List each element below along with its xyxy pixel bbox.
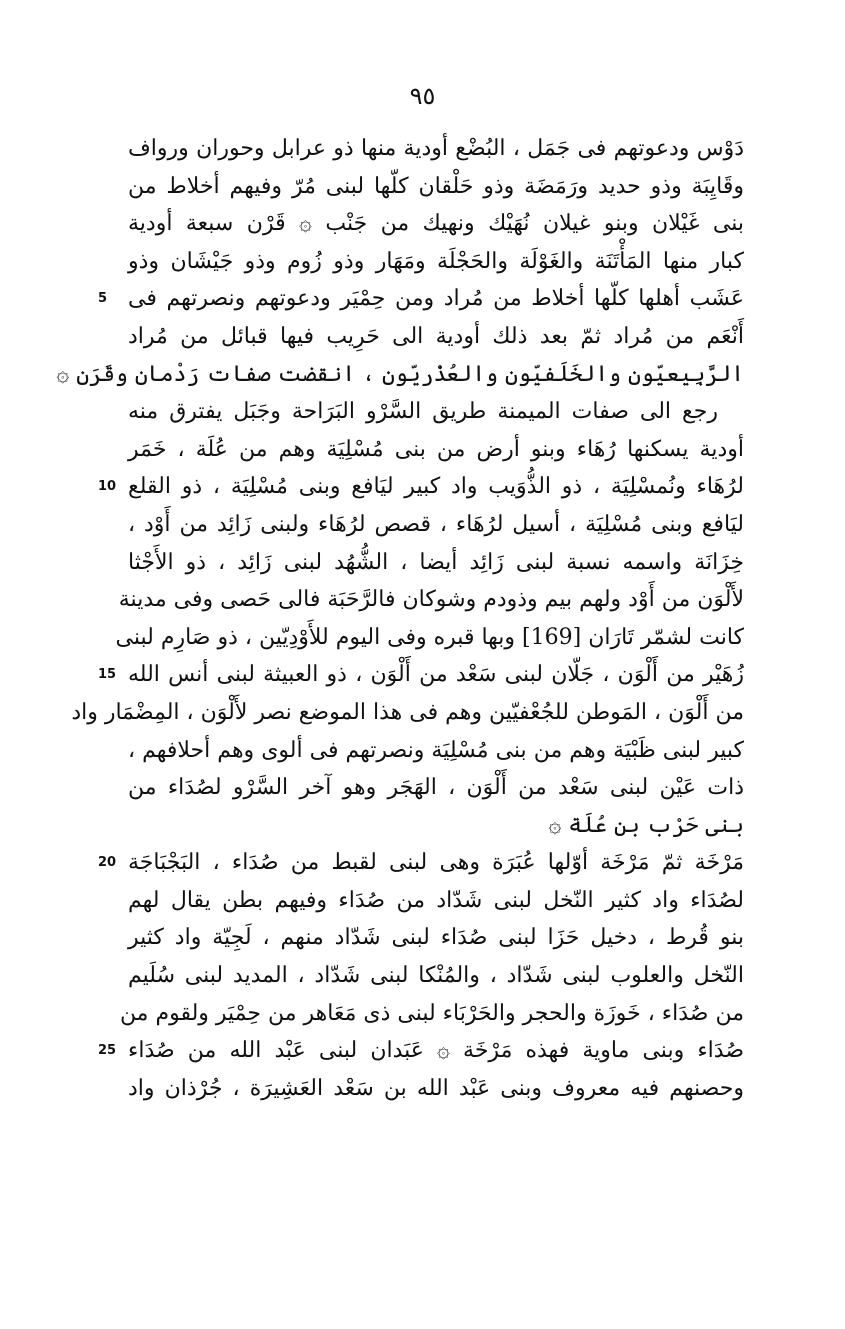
text-line (128, 318, 744, 356)
line-text: ذات عَيْن لبنى سَعْد من أَلْوَن ، الهَجَر وهو آخر السَّرْو لصُدَاء من (128, 775, 744, 801)
text-line (98, 1032, 744, 1070)
text-line (115, 619, 744, 657)
line-number: 10 (98, 479, 117, 495)
line-text: من أَلْوَن ، المَوطن للجُعْفيّين وهم فى هذا الموضع نصر لأَلْوَن ، المِضْمَار واد (71, 699, 744, 725)
line-text: الرَّبِيعيّون والخَلَفيّون والعُذْريّون ، انقضت صفات رَدْمان وقَرَن ۞ (56, 361, 744, 387)
line-text: أَنْعَم من مُراد ثمّ بعد ذلك أودية الى حَرِيب فيها قبائل من مُراد (128, 323, 744, 349)
text-line (128, 882, 744, 920)
line-text: رجع الى صفات الميمنة طريق السَّرْو البَرَاحة وجَبَل يفترق منه (128, 399, 718, 425)
text-line (98, 656, 744, 694)
line-text: بنى غَيْلان وبنو غيلان نُهَيْك ونهيك من جَنْب ۞ قَرْن سبعة أودية (128, 211, 744, 237)
text-line (128, 431, 744, 469)
text-line (119, 995, 744, 1033)
line-number: 15 (98, 667, 117, 683)
line-text: ليَافع وبنى مُسْلِيَة ، أسيل لرُهَاء ، قصص لرُهَاء ولبنى زَائِد من أَوْد ، (128, 511, 744, 537)
line-text: دَوْس ودعوتهم فى جَمَل ، البُضْع أودية منها ذو عرابل وحوران ورواف (128, 136, 744, 161)
text-line (128, 168, 744, 206)
line-text: لرُهَاء ونُمسْلِيَة ، ذو الذُّوَيب واد كبير ليَافع وبنى مُسْلِيَة ، ذو القلع (128, 474, 744, 500)
text-line (98, 280, 744, 318)
text-line (128, 1070, 744, 1108)
text-line (118, 581, 744, 619)
line-text: مَرْخَة ثمّ مَرْخَة أوّلها عُبَرَة وهى لبنى لقبط من صُدَاء ، البَجْبَاجَة (128, 850, 744, 876)
line-text: النّخل والعلوب لبنى شَدّاد ، والمُنْكا لبنى شَدّاد ، المديد لبنى سُلَيم (128, 963, 744, 989)
line-text: عَشَب أهلها كلّها أخلاط من مُراد ومن حِمْيَر ودعوتهم ونصرتهم فى (128, 286, 744, 312)
text-line (128, 544, 744, 582)
line-text: بنى حَرْب بن عُلَة ۞ (548, 812, 744, 838)
line-number: 20 (98, 855, 117, 871)
line-text: كبار منها المَأْتَنَة والغَوْلَة والحَجْلَة ومَهَار وذو زُوم وذو جَيْشَان وذو (128, 248, 744, 274)
text-line (128, 732, 744, 770)
line-text: أودية يسكنها رُهَاء وبنو أرض من بنى مُسْلِيَة وهم من عُلَة ، خَمَر (128, 436, 744, 462)
line-text: لصُدَاء واد كثير النّخل لبنى شَدّاد من صُدَاء وفيهم بطن يقال لهم (128, 887, 744, 913)
text-line (128, 807, 744, 845)
text-line (56, 356, 744, 394)
line-text: صُدَاء وبنى ماوية فهذه مَرْخَة ۞ عَبَدان لبنى عَبْد الله من صُدَاء (128, 1038, 744, 1064)
line-text: كانت لشمّر تَارَان [169] وبها قبره وفى اليوم للأَوْدِيّين ، ذو صَارِم لبنى (115, 624, 744, 650)
line-text: وقَايِبَة وذو حديد ورَمَضَة وذو حَلْقان كلّها لبنى مُرّ وفيهم أخلاط من (128, 173, 744, 199)
text-line (71, 694, 744, 732)
text-line (128, 769, 744, 807)
body-text (56, 130, 744, 1107)
line-number: 25 (98, 1043, 117, 1059)
text-line (128, 243, 744, 281)
text-line (128, 130, 744, 168)
text-line (128, 205, 744, 243)
line-text: بنو قُرط ، دخيل حَزَا لبنى صُدَاء لبنى شَدّاد منهم ، لَجِيّة واد كثير (128, 925, 744, 951)
text-line (128, 957, 744, 995)
line-text: زُهَيْر من أَلْوَن ، جَلّان لبنى سَعْد من أَلْوَن ، ذو العبيثة لبنى أنس الله (128, 662, 744, 688)
line-text: وحصنهم فيه معروف وبنى عَبْد الله بن سَعْد العَشِيرَة ، جُرْذان واد (128, 1075, 744, 1101)
line-text: من صُدَاء ، خَوزَة والحجر والحَرْبَاء لبنى ذى مَعَاهر من حِمْيَر ولقوم من (119, 1000, 744, 1026)
page-number: ٩٥ (409, 82, 436, 110)
line-text: كبير لبنى ظَبْيَة وهم من بنى مُسْلِيَة ونصرتهم فى ألوى وهم أحلافهم ، (128, 737, 744, 763)
text-line (128, 506, 744, 544)
text-line (98, 468, 744, 506)
text-line (128, 919, 744, 957)
text-line (128, 393, 744, 431)
text-line (98, 844, 744, 882)
line-number: 5 (98, 291, 108, 307)
line-text: خِزَانَة واسمه نسبة لبنى زَائِد أيضا ، الشُّهُد لبنى زَائِد ، ذو الأَجْثا (128, 549, 744, 575)
line-text: لأَلْوَن من أَوْد ولهم بيم وذودم وشوكان فالرَّحَبَة فالى حَصى وفى مدينة (118, 587, 744, 613)
